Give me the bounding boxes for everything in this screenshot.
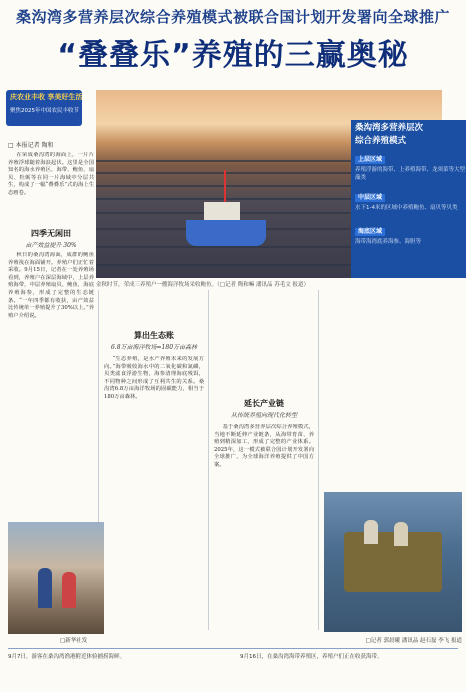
panel-title-2: 综合养殖模式 [355, 136, 407, 146]
section3-title: 延长产业链 [244, 399, 284, 408]
caption-rule [8, 648, 458, 649]
section1-title: 四季无闲田 [31, 229, 71, 238]
harvest-festival-ribbon [6, 90, 82, 126]
section3-body: 基于桑沟湾多营养层次综合养殖模式，当地不断延伸产业链条，从海带育苗、养殖到精深加工，形成了完整的产业体系。2025年，这一模式被联合国计划开发署向全球推广，为全球海洋养殖提供了中国方案。 [214, 424, 314, 468]
fishing-boat [186, 220, 266, 246]
layer-bottom-text: 海带海湾底养海参、海胆等 [355, 239, 422, 245]
section1-subtitle: 亩产效益提升 30% [25, 242, 77, 249]
bottom-left-photo [8, 522, 104, 634]
column-divider [318, 290, 319, 630]
ribbon-line-1: 庆农业丰收 享美好生活 [10, 93, 83, 101]
farming-model-panel [351, 120, 466, 278]
main-headline: “叠叠乐”养殖的三赢奥秘 [57, 38, 409, 73]
section1-body: 秋日的桑沟湾海面，成群的鲍鱼养殖筏在海面铺开。养殖户们正忙着采收。9月15日，记者在一处养殖场看到，养殖户在深层海域中，上层养殖海带，中层养殖扇贝、鲍鱼，海底养殖海参，形成了完整的生态链条。“一年四季都有收获，亩产效益比传统单一养殖提升了30%以上。”养殖户介绍说。 [8, 252, 94, 319]
section2-subtitle: 6.8万亩海洋牧场=180万亩森林 [110, 344, 198, 351]
section3-subtitle: 从传统养殖向现代化转型 [230, 412, 297, 419]
byline: □ 本报记者 陶和 [8, 142, 54, 149]
bottom-right-credit: □记者 郭晨曦 潘讯品 赵石磊 李飞 报道 [365, 638, 462, 644]
layer-middle-label: 中层区域 [355, 194, 385, 202]
section2-body: “生态养殖，是水产养殖未来的发展方向。”海带吸收海水中的二氧化碳和氮磷，贝类滤食浮游生物，海参清理海底残饵，不同物种之间形成了互利共生的关系。桑沟湾6.8万亩海洋牧场的固碳能力，相当于180万亩森林。 [104, 356, 204, 400]
bottom-right-caption: 9月16日，在桑沟湾海带养殖区，养殖户们正在收获海带。 [240, 654, 383, 660]
boat-cabin [204, 202, 240, 222]
photo-caption: 金秋时节，荣成三养殖户一艘海洋牧场采收鲍鱼。（□记者 陶和嘛 潘讯品 苏毛文 报道） [96, 282, 309, 288]
boat-mast [224, 170, 226, 204]
column-divider [208, 290, 209, 630]
bottom-left-credit: □新华社发 [60, 638, 88, 644]
bottom-right-photo [324, 492, 462, 632]
layer-bottom-label: 海底区域 [355, 228, 385, 236]
panel-title-1: 桑沟湾多营养层次 [355, 123, 424, 133]
intro-text: 在荣成桑沟湾的海面上，一片片养殖浮球随着海浪起伏。这里是全国知名的海水养殖区，海带、鲍鱼、扇贝、牡蛎等在同一片海域中分层共生，构成了一幅“叠叠乐”式的海上生态画卷。 [8, 152, 94, 196]
section2-title: 算出生态账 [134, 331, 174, 340]
layer-upper-label: 上层区域 [355, 156, 385, 164]
layer-middle-text: 水下1-4米的区域中养殖鲍鱼、扇贝等贝类 [355, 205, 458, 211]
layer-upper-text: 养殖浮游的海带、上养殖海带、龙须菜等大型藻类 [355, 167, 466, 181]
bottom-left-caption: 9月7日，游客在桑沟湾渔港附近体验捕捞海鲜。 [8, 654, 126, 660]
ribbon-line-2: 聚焦2025年中国农民丰收节 [10, 108, 79, 114]
kicker-headline: 桑沟湾多营养层次综合养殖模式被联合国计划开发署向全球推广 [15, 8, 450, 26]
